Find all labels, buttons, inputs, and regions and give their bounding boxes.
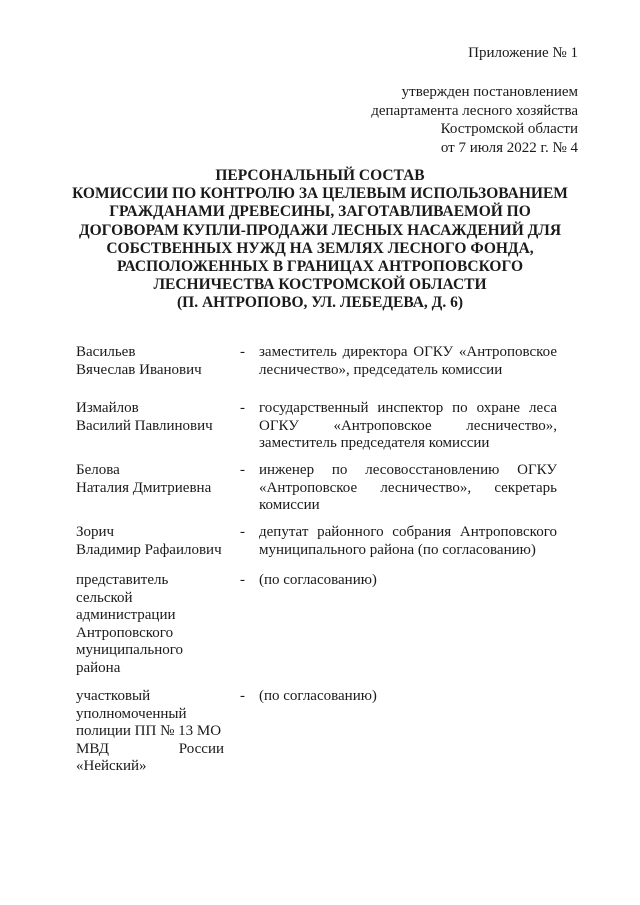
approval-line: утвержден постановлением [401,84,578,100]
member-name-line: Вячеслав Иванович [76,361,202,378]
member-entry [0,688,640,788]
member-name [76,688,224,776]
member-name-line: района [76,659,121,676]
member-role-line: (по согласованию) [259,572,377,588]
title-line: СОБСТВЕННЫХ НУЖД НА ЗЕМЛЯХ ЛЕСНОГО ФОНДА, [106,239,534,257]
member-entry [0,572,640,688]
title-line: КОМИССИИ ПО КОНТРОЛЮ ЗА ЦЕЛЕВЫМ ИСПОЛЬЗОВАНИЕМ [72,185,568,203]
member-dash: - [240,462,245,478]
member-name-line: Васильев [76,344,136,360]
member-entry [0,462,640,524]
member-role-line: заместитель председателя комиссии [259,435,490,452]
member-name [76,400,224,435]
approval-block [371,83,578,158]
member-name-line: Антроповского [76,624,174,641]
member-role [259,572,557,590]
member-name [76,524,224,559]
member-name [76,572,224,678]
approval-line: Костромской области [440,121,578,138]
member-dash: - [240,688,245,704]
member-role-line: инженер по лесовосстановлению ОГКУ [259,462,557,478]
member-role [259,344,557,379]
appendix-number: Приложение № 1 [468,45,578,61]
title-line: (П. АНТРОПОВО, УЛ. ЛЕБЕДЕВА, Д. 6) [177,294,463,312]
member-name-line: уполномоченный [76,705,187,722]
member-name [76,462,224,497]
member-name-line: полиции ПП № 13 МО [76,723,222,740]
member-entry [0,344,640,400]
member-dash: - [240,400,245,416]
member-name-line: Владимир Рафаилович [76,541,222,558]
member-name-line: сельской [76,589,133,606]
member-name-line: участковый [76,688,151,704]
member-role-line: лесничество», председатель комиссии [259,361,503,378]
commission-members-list [0,344,640,788]
member-name-line: МВД России [76,740,224,757]
member-role [259,400,557,453]
member-role [259,524,557,559]
member-role-line: «Антроповское лесничество», секретарь [259,479,557,496]
member-dash: - [240,344,245,360]
member-role-line: (по согласованию) [259,688,377,704]
document-title [60,167,580,313]
title-line: ПЕРСОНАЛЬНЫЙ СОСТАВ [215,167,425,184]
member-name-line: Наталия Дмитриевна [76,479,212,496]
member-name [76,344,224,379]
member-name-line: Василий Павлинович [76,417,213,434]
member-role-line: заместитель директора ОГКУ «Антроповское [259,344,557,360]
member-name-line: представитель [76,572,169,588]
approval-line: от 7 июля 2022 г. № 4 [440,140,578,157]
member-role-line: государственный инспектор по охране леса [259,400,557,416]
member-name-line: «Нейский» [76,758,147,775]
member-role [259,462,557,515]
member-entry [0,400,640,462]
member-role-line: ОГКУ «Антроповское лесничество», [259,417,557,434]
member-name-line: Белова [76,462,120,478]
member-name-line: муниципального [76,642,184,659]
member-name-line: Измайлов [76,400,139,416]
member-name-line: Зорич [76,524,115,540]
member-dash: - [240,524,245,540]
member-role-line: муниципального района (по согласованию) [259,541,536,558]
member-role [259,688,557,706]
approval-line: департамента лесного хозяйства [371,102,578,119]
title-line: ДОГОВОРАМ КУПЛИ-ПРОДАЖИ ЛЕСНЫХ НАСАЖДЕНИЙ ДЛЯ [78,221,562,239]
title-line: ЛЕСНИЧЕСТВА КОСТРОМСКОЙ ОБЛАСТИ [153,276,487,294]
title-line: ГРАЖДАНАМИ ДРЕВЕСИНЫ, ЗАГОТАВЛИВАЕМОЙ ПО [109,203,531,221]
member-role-line: депутат районного собрания Антроповского [259,524,557,540]
member-role-line: комиссии [259,497,320,514]
member-name-line: администрации [76,607,176,624]
title-line: РАСПОЛОЖЕННЫХ В ГРАНИЦАХ АНТРОПОВСКОГО [116,258,524,276]
member-dash: - [240,572,245,588]
member-entry [0,524,640,572]
